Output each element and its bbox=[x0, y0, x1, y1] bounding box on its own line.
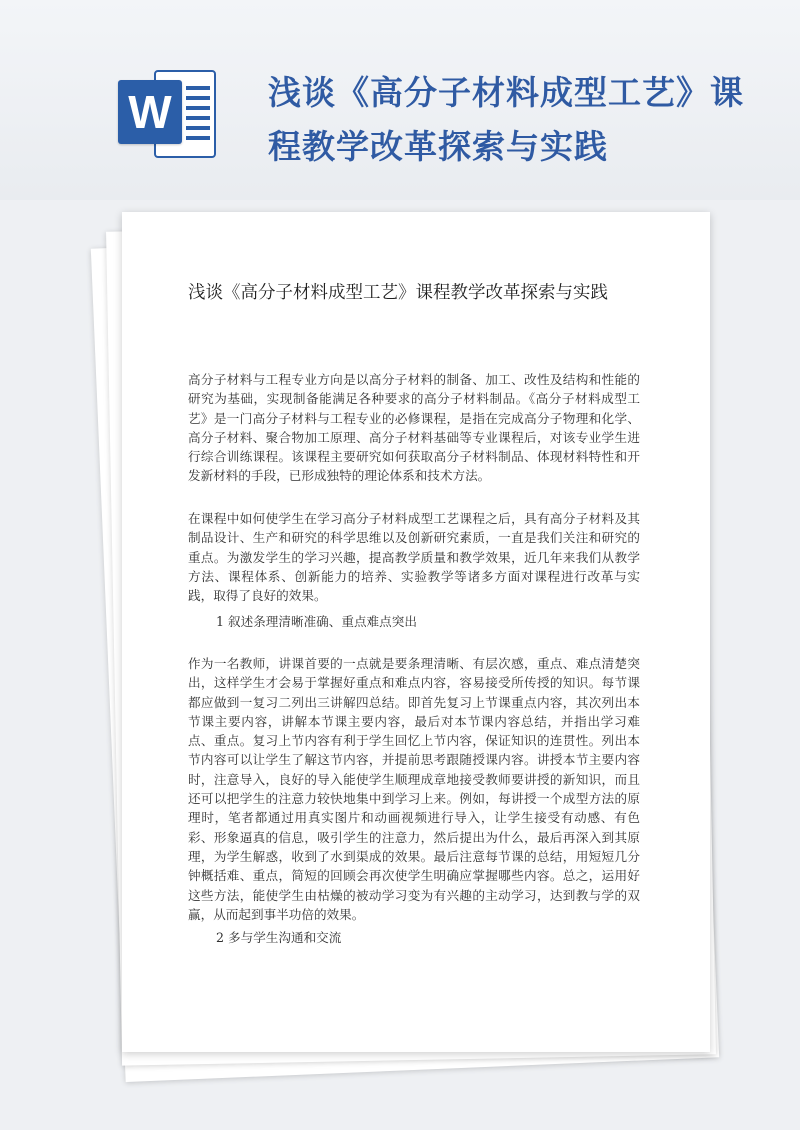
paragraph-section-1: 作为一名教师，讲课首要的一点就是要条理清晰、有层次感，重点、难点清楚突出，这样学生才会易于掌握好重点和难点内容，容易接受所传授的知识。每节课都应做到一复习二列出三讲解四总结。即首先复习上节课重点内容，其次列出本节课主要内容，讲解本节课主要内容，最后对本节课内容总结，并指出学习难点、重点。复习上节内容有利于学生回忆上节内容，保证知识的连贯性。列出本节内容可以让学生了解这节内容，并提前思考跟随授课内容。讲授本节主要内容时，注意导入，良好的导入能使学生顺理成章地接受教师要讲授的新知识，而且还可以把学生的注意力较快地集中到学习上来。例如，每讲授一个成型方法的原理时，笔者都通过用真实图片和动画视频进行导入，让学生接受有动感、有色彩、形象逼真的信息，吸引学生的注意力，然后提出为什么，最后再深入到其原理，为学生解惑，收到了水到渠成的效果。最后注意每节课的总结，用短短几分钟概括难、重点，简短的回顾会再次使学生明确应掌握哪些内容。总之，运用好这些方法，能使学生由枯燥的被动学习变为有兴趣的主动学习，达到教与学的双赢，从而起到事半功倍的效果。 bbox=[188, 656, 640, 922]
banner bbox=[0, 0, 800, 200]
document-page bbox=[122, 212, 710, 1052]
section-heading-1: 1 叙述条理清晰准确、重点难点突出 bbox=[216, 614, 417, 629]
banner-title: 浅谈《高分子材料成型工艺》课程教学改革探索与实践 bbox=[268, 73, 744, 166]
section-heading-2: 2 多与学生沟通和交流 bbox=[216, 930, 342, 945]
word-document-icon bbox=[118, 62, 218, 162]
word-logo-letter: W bbox=[118, 80, 182, 144]
paragraph-intro: 高分子材料与工程专业方向是以高分子材料的制备、加工、改性及结构和性能的研究为基础，实现制备能满足各种要求的高分子材料制品。《高分子材料成型工艺》是一门高分子材料与工程专业的必修课程，是指在完成高分子物理和化学、高分子材料、聚合物加工原理、高分子材料基础等专业课程后，对该专业学生进行综合训练课程。该课程主要研究如何获取高分子材料制品、体现材料特性和开发新材料的手段，已形成独特的理论体系和技术方法。 bbox=[188, 372, 640, 484]
document-title: 浅谈《高分子材料成型工艺》课程教学改革探索与实践 bbox=[188, 283, 608, 303]
paragraph-focus: 在课程中如何使学生在学习高分子材料成型工艺课程之后，具有高分子材料及其制品设计、生产和研究的科学思维以及创新研究素质，一直是我们关注和研究的重点。为激发学生的学习兴趣，提高教学质量和教学效果，近几年来我们从教学方法、课程体系、创新能力的培养、实验教学等诸多方面对课程进行改革与实践，取得了良好的效果。 bbox=[188, 511, 640, 604]
